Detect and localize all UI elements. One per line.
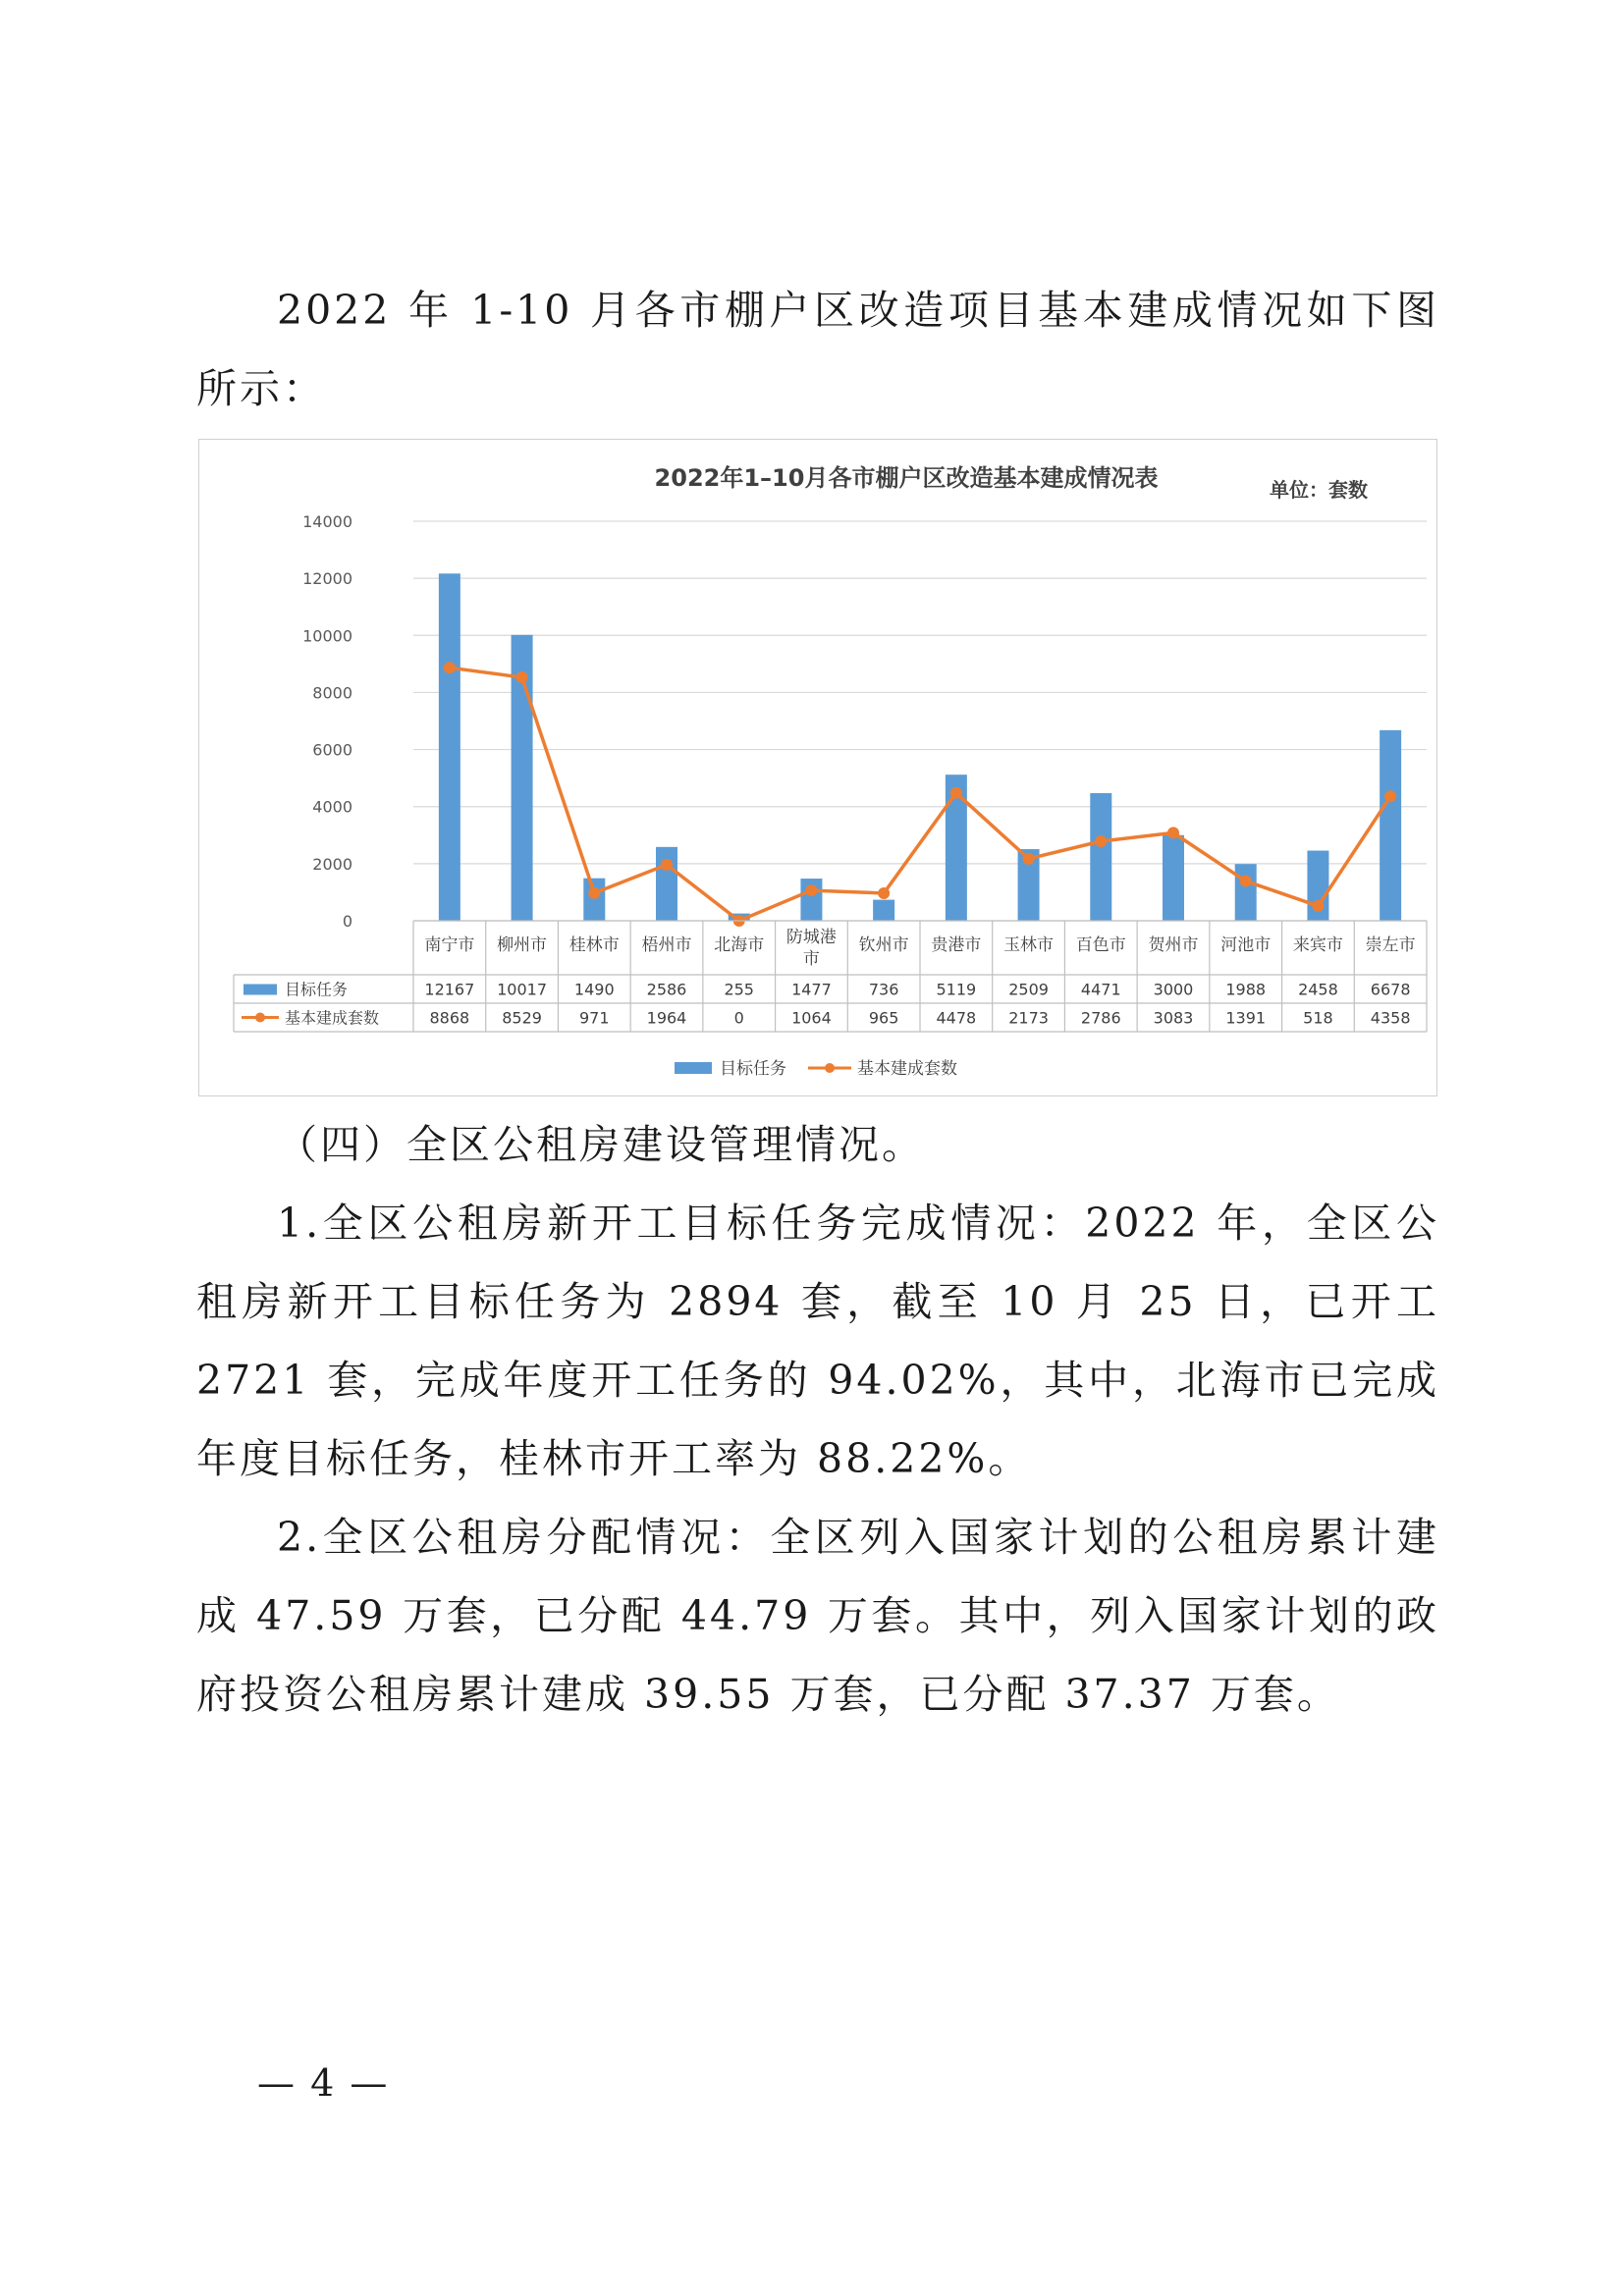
y-tick-label: 6000 — [312, 740, 352, 760]
table-value: 3083 — [1153, 1008, 1194, 1028]
y-tick-label: 0 — [342, 912, 352, 931]
table-value: 2586 — [646, 980, 687, 999]
table-value: 255 — [724, 980, 754, 999]
line-point — [588, 887, 600, 899]
line-point — [661, 859, 673, 871]
table-value: 1064 — [791, 1008, 832, 1028]
table-value: 1490 — [573, 980, 615, 999]
table-value: 8529 — [502, 1008, 542, 1028]
bar — [1090, 793, 1111, 921]
y-tick-label: 8000 — [312, 683, 352, 703]
category-label: 桂林市 — [568, 935, 620, 955]
intro-paragraph: 2022 年 1-10 月各市棚户区改造项目基本建成情况如下图所示： — [196, 287, 1439, 412]
category-label: 柳州市 — [497, 935, 548, 955]
line-point — [805, 884, 817, 896]
category-label: 梧州市 — [641, 935, 692, 955]
line-point — [1312, 900, 1324, 912]
chart — [199, 440, 1438, 1097]
table-value: 736 — [868, 980, 899, 999]
chart-container — [198, 439, 1437, 1096]
table-value: 1477 — [791, 980, 832, 999]
legend-key-line-marker — [825, 1063, 835, 1073]
table-value: 965 — [868, 1008, 899, 1028]
line-point — [878, 887, 890, 899]
legend-key-bars — [675, 1062, 712, 1074]
line-point — [1095, 835, 1107, 847]
page-number: — 4 — — [257, 2061, 390, 2105]
category-label: 钦州市 — [858, 935, 909, 955]
category-label: 南宁市 — [424, 935, 475, 955]
bar — [1163, 835, 1184, 921]
table-value: 8868 — [429, 1008, 470, 1028]
line-point — [444, 662, 456, 673]
category-label: 百色市 — [1075, 935, 1126, 955]
bar — [439, 573, 460, 921]
category-label: 贵港市 — [931, 935, 982, 955]
line-point — [1023, 853, 1035, 865]
table-value: 3000 — [1153, 980, 1194, 999]
table-value: 2786 — [1080, 1008, 1121, 1028]
line-point — [1384, 790, 1396, 802]
category-label: 北海市 — [714, 935, 765, 955]
table-value: 1964 — [646, 1008, 687, 1028]
legend-key-bars — [244, 985, 277, 995]
table-value: 4478 — [936, 1008, 977, 1028]
chart-title: 2022年1–10月各市棚户区改造基本建成情况表 — [654, 464, 1159, 492]
category-label: 河池市 — [1220, 935, 1272, 955]
legend-label: 基本建成套数 — [857, 1059, 957, 1079]
y-tick-label: 10000 — [302, 626, 352, 646]
bar — [1235, 864, 1257, 921]
table-value: 5119 — [936, 980, 977, 999]
table-value: 12167 — [424, 980, 475, 999]
line-point — [516, 671, 528, 683]
table-value: 2458 — [1298, 980, 1338, 999]
table-value: 6678 — [1370, 980, 1411, 999]
y-tick-label: 12000 — [302, 569, 352, 589]
line-point — [1240, 876, 1252, 887]
table-value: 4358 — [1370, 1008, 1411, 1028]
legend-label: 目标任务 — [720, 1059, 786, 1079]
table-value: 1391 — [1225, 1008, 1267, 1028]
table-row-header: 基本建成套数 — [285, 1008, 380, 1028]
bar — [1380, 730, 1401, 921]
y-tick-label: 4000 — [312, 797, 352, 817]
table-value: 1988 — [1225, 980, 1267, 999]
category-label: 市 — [802, 949, 820, 969]
category-label: 玉林市 — [1003, 935, 1055, 955]
table-value: 2173 — [1008, 1008, 1049, 1028]
category-label: 防城港 — [785, 928, 837, 947]
table-value: 0 — [733, 1008, 744, 1028]
bar — [656, 847, 677, 921]
y-tick-label: 2000 — [312, 854, 352, 874]
paragraph-2: 2.全区公租房分配情况：全区列入国家计划的公租房累计建成 47.59 万套，已分配 44.79 万套。其中，列入国家计划的政府投资公租房累计建成 39.55 万套，已分配 37.37 万套。 — [196, 1514, 1439, 1718]
paragraph-1: 1.全区公租房新开工目标任务完成情况：2022 年，全区公租房新开工目标任务为 2894 套，截至 10 月 25 日，已开工 2721 套，完成年度开工任务的 94.02%，其中，北海市已完成年度目标任务，桂林市开工率为 88.22%。 — [196, 1200, 1439, 1482]
category-label: 来宾市 — [1292, 935, 1343, 955]
y-tick-label: 14000 — [302, 512, 352, 531]
category-label: 贺州市 — [1148, 935, 1199, 955]
table-value: 971 — [579, 1008, 610, 1028]
table-value: 2509 — [1008, 980, 1049, 999]
section-heading: （四）全区公租房建设管理情况。 — [277, 1121, 925, 1168]
table-value: 518 — [1303, 1008, 1333, 1028]
table-value: 10017 — [497, 980, 548, 999]
bar — [873, 900, 894, 921]
legend-key-line-marker — [255, 1013, 265, 1023]
category-label: 崇左市 — [1365, 935, 1416, 955]
bar — [583, 879, 605, 921]
table-row-header: 目标任务 — [285, 980, 349, 999]
chart-unit-label: 单位：套数 — [1270, 478, 1368, 502]
line-point — [1167, 827, 1179, 838]
table-value: 4471 — [1080, 980, 1121, 999]
line-point — [950, 787, 962, 799]
